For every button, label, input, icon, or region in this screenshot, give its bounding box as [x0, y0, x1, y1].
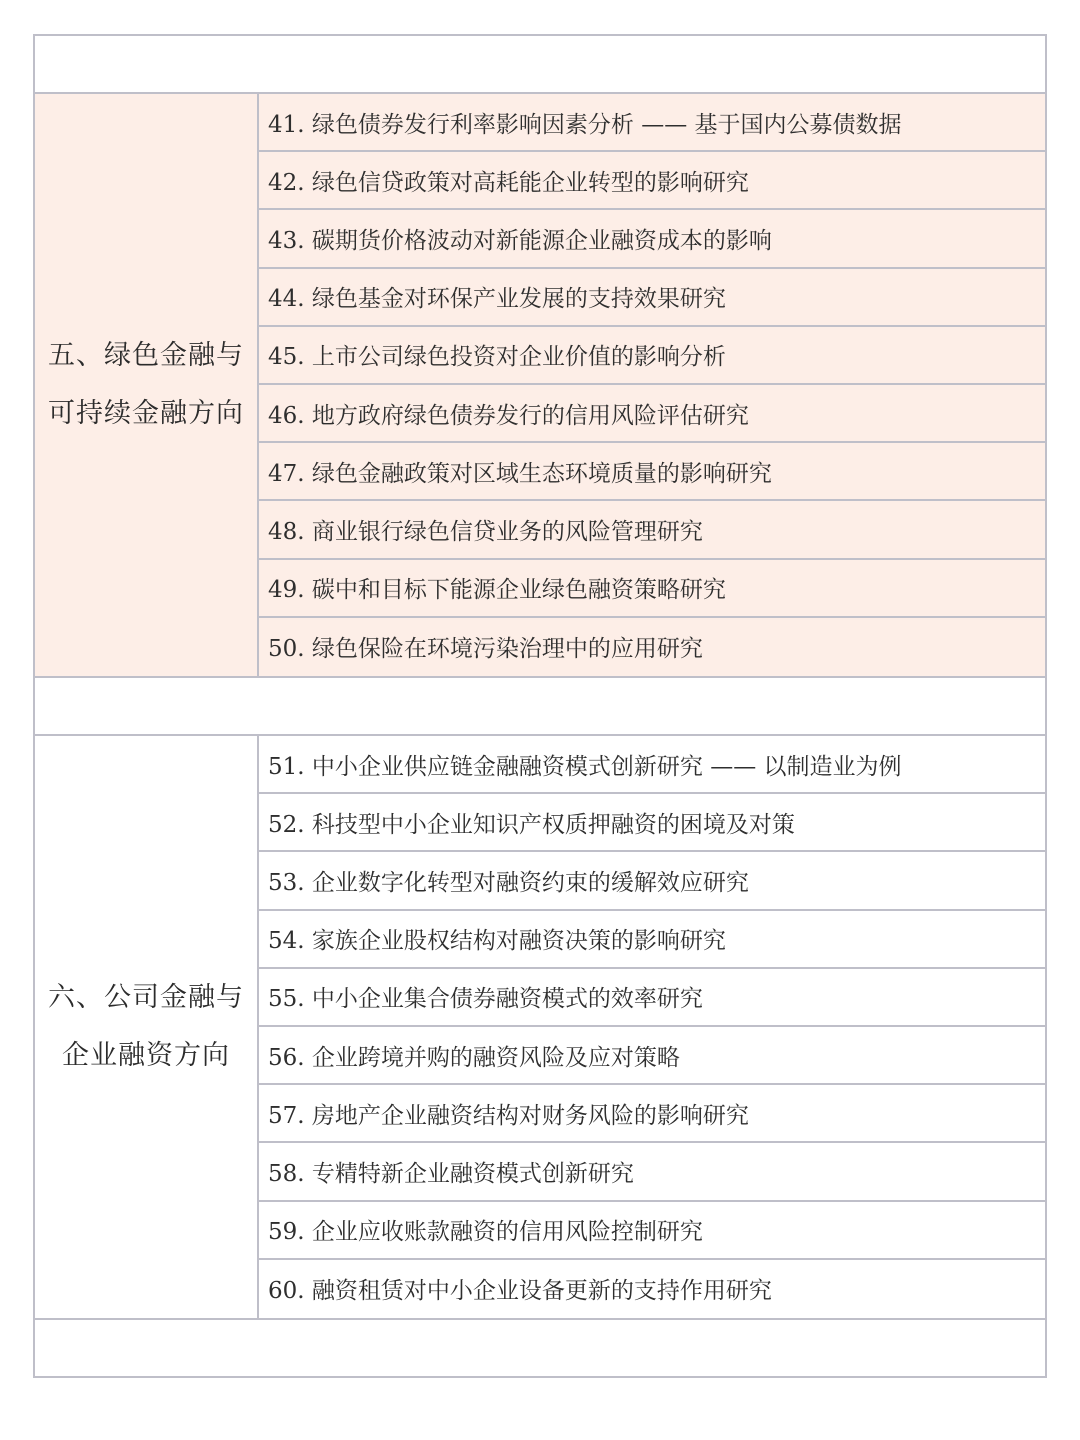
- topic-row: 45. 上市公司绿色投资对企业价值的影响分析: [259, 327, 1045, 385]
- topic-row: 59. 企业应收账款融资的信用风险控制研究: [259, 1202, 1045, 1260]
- topic-row: 49. 碳中和目标下能源企业绿色融资策略研究: [259, 560, 1045, 618]
- topic-row: 43. 碳期货价格波动对新能源企业融资成本的影响: [259, 210, 1045, 268]
- topic-row: 44. 绿色基金对环保产业发展的支持效果研究: [259, 269, 1045, 327]
- topic-row: 60. 融资租赁对中小企业设备更新的支持作用研究: [268, 1278, 772, 1305]
- section-title-cell: [35, 94, 259, 676]
- section-title-line: 企业融资方向: [62, 1040, 230, 1071]
- section-title-line: 可持续金融方向: [48, 398, 244, 429]
- topic-row: 48. 商业银行绿色信贷业务的风险管理研究: [259, 501, 1045, 559]
- topic-row: 42. 绿色信贷政策对高耗能企业转型的影响研究: [259, 152, 1045, 210]
- section-title-line: 五、绿色金融与: [48, 340, 244, 371]
- topic-row: 41. 绿色债券发行利率影响因素分析 —— 基于国内公募债数据: [259, 94, 1045, 152]
- topic-row: 47. 绿色金融政策对区域生态环境质量的影响研究: [259, 443, 1045, 501]
- topic-row: 52. 科技型中小企业知识产权质押融资的困境及对策: [259, 794, 1045, 852]
- topic-list: [259, 94, 1045, 676]
- blank-row-middle: [35, 678, 1045, 736]
- section-title: [41, 327, 251, 443]
- topic-list: [259, 736, 1045, 1318]
- topic-row: 55. 中小企业集合债券融资模式的效率研究: [259, 969, 1045, 1027]
- blank-row-bottom: [35, 1320, 1045, 1378]
- topic-table: [33, 34, 1047, 1378]
- topic-row: 46. 地方政府绿色债券发行的信用风险评估研究: [259, 385, 1045, 443]
- topic-row: 53. 企业数字化转型对融资约束的缓解效应研究: [259, 852, 1045, 910]
- topic-row: 54. 家族企业股权结构对融资决策的影响研究: [259, 911, 1045, 969]
- blank-row-top: [35, 36, 1045, 94]
- topic-row: 58. 专精特新企业融资模式创新研究: [259, 1143, 1045, 1201]
- section-green-finance: [35, 94, 1045, 678]
- topic-row: 51. 中小企业供应链金融融资模式创新研究 —— 以制造业为例: [259, 736, 1045, 794]
- section-title-cell: [35, 736, 259, 1318]
- topic-row: 57. 房地产企业融资结构对财务风险的影响研究: [259, 1085, 1045, 1143]
- section-corporate-finance: [35, 736, 1045, 1320]
- topic-row: 56. 企业跨境并购的融资风险及应对策略: [259, 1027, 1045, 1085]
- topic-row: 50. 绿色保险在环境污染治理中的应用研究: [268, 636, 703, 663]
- section-title: [41, 969, 251, 1085]
- section-title-line: 六、公司金融与: [48, 982, 244, 1013]
